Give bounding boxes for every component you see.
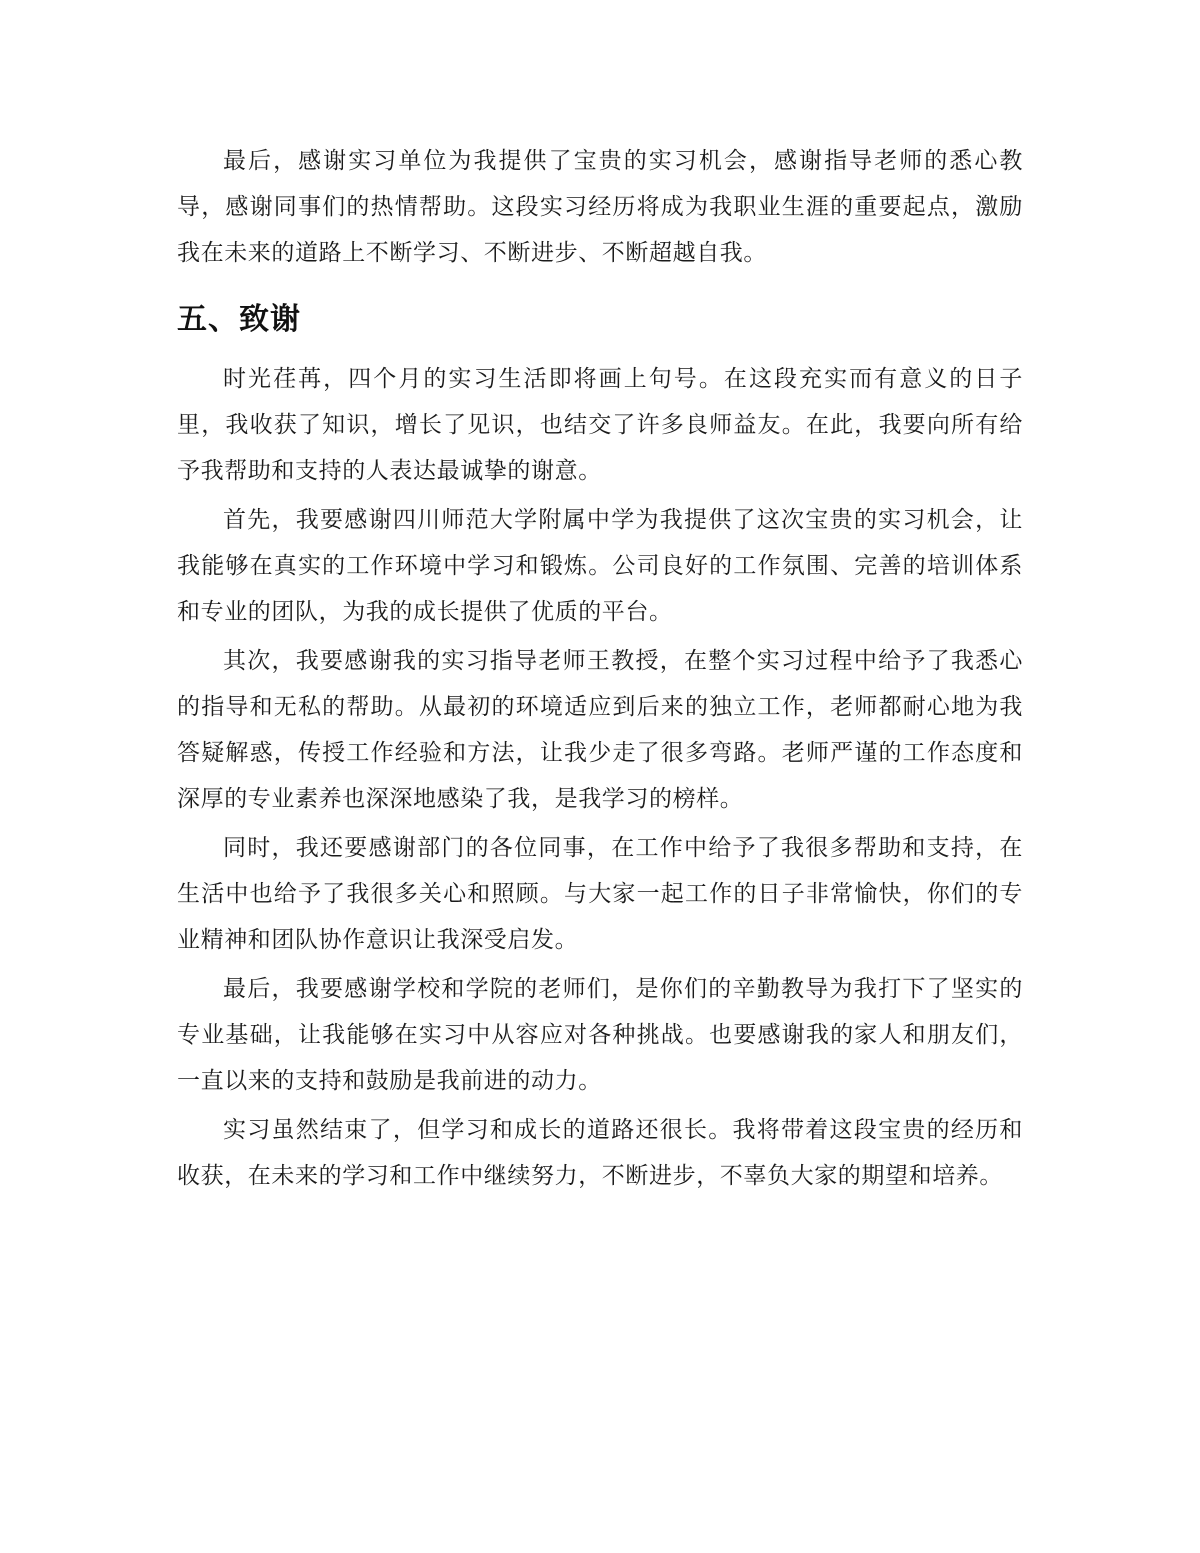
section-heading: 五、致谢 — [177, 302, 301, 337]
body-paragraph: 其次，我要感谢我的实习指导老师王教授，在整个实习过程中给予了我悉心的指导和无私的帮助。从最初的环境适应到后来的独立工作，老师都耐心地为我答疑解惑，传授工作经验和方法，让我少走了很多弯路。老师严谨的工作态度和深厚的专业素养也深深地感染了我，是我学习的榜样。 — [177, 648, 1023, 812]
intro-paragraph: 最后，感谢实习单位为我提供了宝贵的实习机会，感谢指导老师的悉心教导，感谢同事们的热情帮助。这段实习经历将成为我职业生涯的重要起点，激励我在未来的道路上不断学习、不断进步、不断超越自我。 — [177, 148, 1023, 266]
body-paragraph: 实习虽然结束了，但学习和成长的道路还很长。我将带着这段宝贵的经历和收获，在未来的学习和工作中继续努力，不断进步，不辜负大家的期望和培养。 — [177, 1117, 1023, 1189]
body-paragraph: 同时，我还要感谢部门的各位同事，在工作中给予了我很多帮助和支持，在生活中也给予了我很多关心和照顾。与大家一起工作的日子非常愉快，你们的专业精神和团队协作意识让我深受启发。 — [177, 835, 1023, 953]
document-body — [177, 138, 1023, 1202]
body-paragraph: 最后，我要感谢学校和学院的老师们，是你们的辛勤教导为我打下了坚实的专业基础，让我能够在实习中从容应对各种挑战。也要感谢我的家人和朋友们，一直以来的支持和鼓励是我前进的动力。 — [177, 976, 1023, 1094]
body-paragraph: 时光荏苒，四个月的实习生活即将画上句号。在这段充实而有意义的日子里，我收获了知识，增长了见识，也结交了许多良师益友。在此，我要向所有给予我帮助和支持的人表达最诚挚的谢意。 — [177, 366, 1023, 484]
body-paragraph: 首先，我要感谢四川师范大学附属中学为我提供了这次宝贵的实习机会，让我能够在真实的工作环境中学习和锻炼。公司良好的工作氛围、完善的培训体系和专业的团队，为我的成长提供了优质的平台。 — [177, 507, 1023, 625]
